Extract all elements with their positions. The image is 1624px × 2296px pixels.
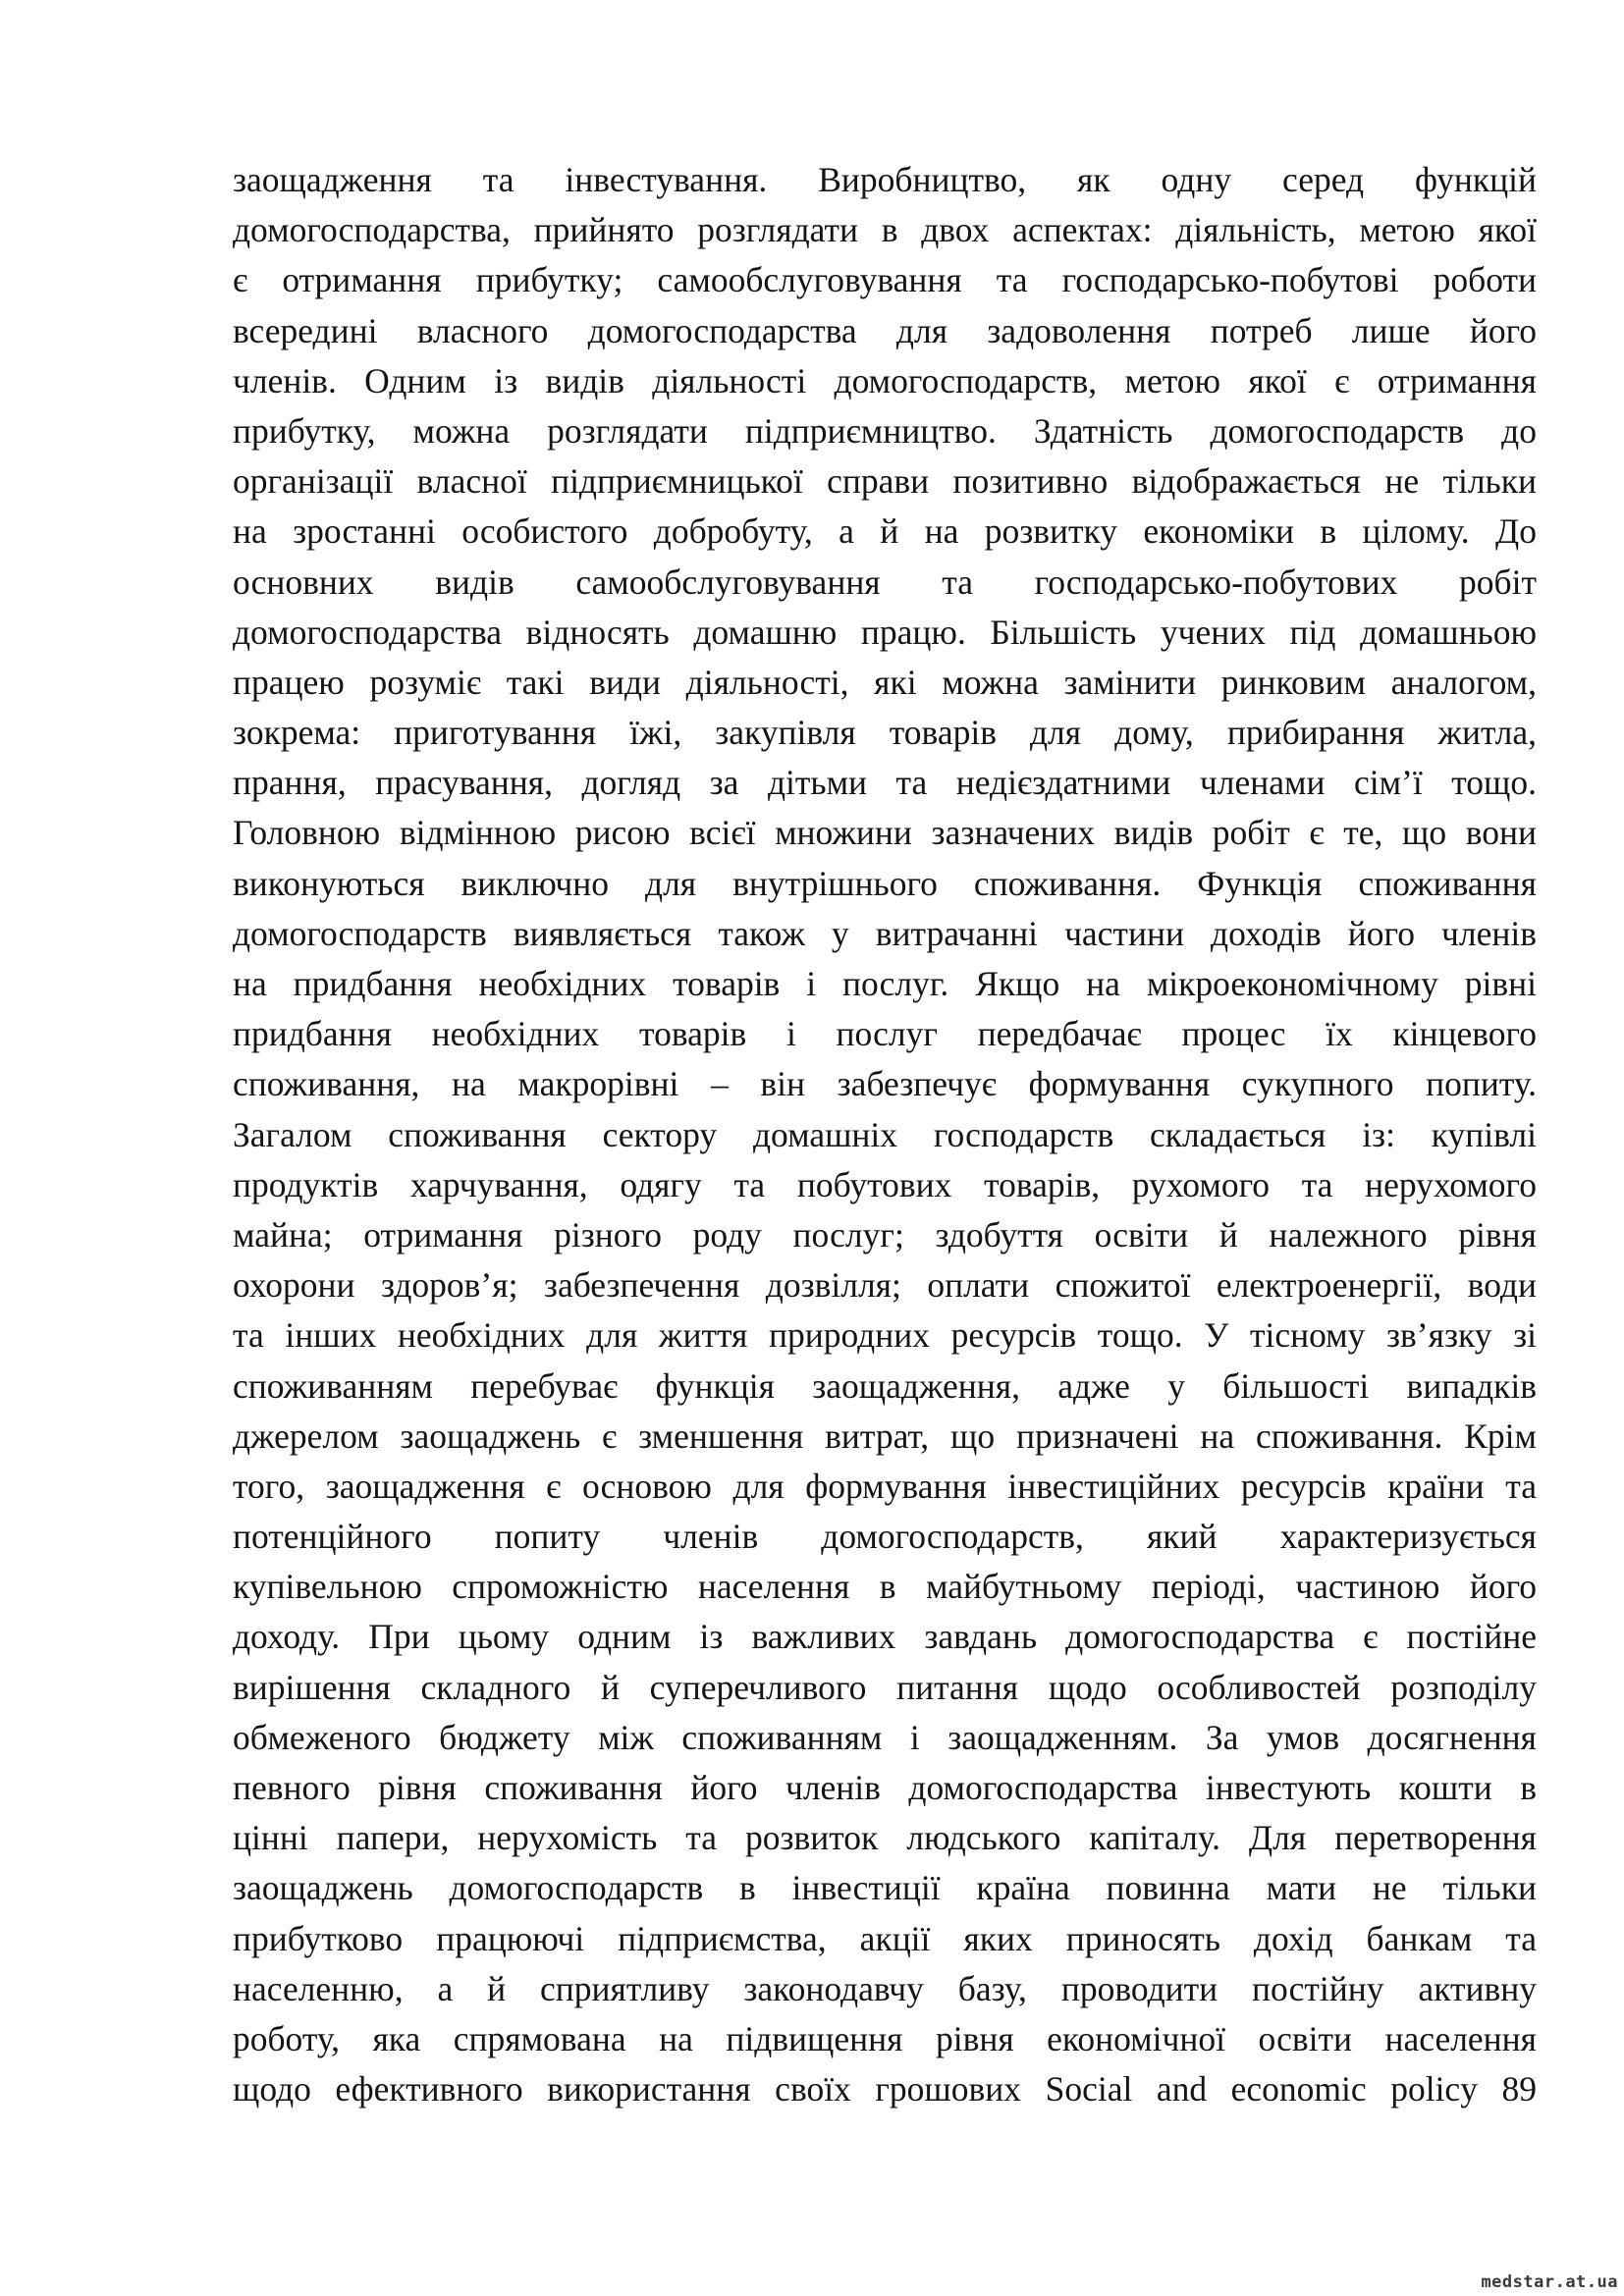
text-line: потенційного попиту членів домогосподарств, який характеризується: [233, 1517, 1537, 1557]
text-line: домогосподарства, прийнято розглядати в двох аспектах: діяльність, метою якої: [233, 210, 1537, 250]
text-line: Загалом споживання сектору домашніх господарств складається із: купівлі: [233, 1114, 1537, 1154]
text-line: населенню, а й сприятливу законодавчу базу, проводити постійну активну: [233, 1968, 1537, 2008]
text-line: придбання необхідних товарів і послуг передбачає процес їх кінцевого: [233, 1014, 1537, 1054]
text-line: заощадження та інвестування. Виробництво, як одну серед функцій: [233, 160, 1537, 199]
text-line: цінні папери, нерухомість та розвиток людського капіталу. Для перетворення: [233, 1818, 1537, 1858]
text-line: на придбання необхідних товарів і послуг. Якщо на мікроекономічному рівні: [233, 964, 1537, 1003]
text-line: всередині власного домогосподарства для задоволення потреб лише його: [233, 310, 1537, 350]
text-line: та інших необхідних для життя природних ресурсів тощо. У тісному зв’язку зі: [233, 1315, 1537, 1356]
text-line: заощаджень домогосподарств в інвестиції країна повинна мати не тільки: [233, 1868, 1537, 1908]
site-watermark: medstar.at.ua: [1481, 2272, 1618, 2292]
text-line: на зростанні особистого добробуту, а й на розвитку економіки в цілому. До: [233, 511, 1537, 552]
text-line: прибутку, можна розглядати підприємництво. Здатність домогосподарств до: [233, 410, 1537, 451]
text-line: домогосподарства відносять домашню працю. Більшість учених під домашньою: [233, 612, 1537, 652]
text-line: охорони здоров’я; забезпечення дозвілля; оплати спожитої електроенергії, води: [233, 1265, 1537, 1306]
body-text: [233, 155, 1537, 2114]
text-line: певного рівня споживання його членів домогосподарства інвестують кошти в: [233, 1768, 1537, 1807]
text-line: виконуються виключно для внутрішнього споживання. Функція споживання: [233, 863, 1537, 903]
text-line: працею розуміє такі види діяльності, які можна замінити ринковим аналогом,: [233, 662, 1537, 702]
text-line: роботу, яка спрямована на підвищення рівня економічної освіти населення: [233, 2018, 1537, 2058]
text-line: вирішення складного й суперечливого питання щодо особливостей розподілу: [233, 1667, 1537, 1707]
text-line: Головною відмінною рисою всієї множини зазначених видів робіт є те, що вони: [233, 813, 1537, 853]
text-line: домогосподарств виявляється також у витрачанні частини доходів його членів: [233, 913, 1537, 953]
text-line: продуктів харчування, одягу та побутових товарів, рухомого та нерухомого: [233, 1164, 1537, 1204]
text-line: доходу. При цьому одним із важливих завдань домогосподарства є постійне: [233, 1617, 1537, 1657]
text-line: членів. Одним із видів діяльності домогосподарств, метою якої є отримання: [233, 360, 1537, 400]
text-line: основних видів самообслуговування та господарсько-побутових робіт: [233, 561, 1537, 602]
text-line: прання, прасування, догляд за дітьми та недієздатними членами сім’ї тощо.: [233, 763, 1537, 803]
text-line: споживанням перебуває функція заощадження, адже у більшості випадків: [233, 1365, 1537, 1406]
text-line: обмеженого бюджету між споживанням і заощадженням. За умов досягнення: [233, 1717, 1537, 1757]
text-line: щодо ефективного використання своїх грошових Social and economic policy 89: [233, 2069, 1537, 2109]
text-line: того, заощадження є основою для формування інвестиційних ресурсів країни та: [233, 1466, 1537, 1506]
text-line: зокрема: приготування їжі, закупівля товарів для дому, прибирання житла,: [233, 713, 1537, 753]
text-line: споживання, на макрорівні – він забезпечує формування сукупного попиту.: [233, 1064, 1537, 1104]
text-line: майна; отримання різного роду послуг; здобуття освіти й належного рівня: [233, 1214, 1537, 1255]
text-line: купівельною спроможністю населення в майбутньому періоді, частиною його: [233, 1567, 1537, 1607]
text-line: прибутково працюючі підприємства, акції яких приносять дохід банкам та: [233, 1918, 1537, 1958]
text-line: організації власної підприємницької справи позитивно відображається не тільки: [233, 461, 1537, 502]
text-line: джерелом заощаджень є зменшення витрат, що призначені на споживання. Крім: [233, 1415, 1537, 1456]
text-line: є отримання прибутку; самообслуговування та господарсько-побутові роботи: [233, 260, 1537, 300]
